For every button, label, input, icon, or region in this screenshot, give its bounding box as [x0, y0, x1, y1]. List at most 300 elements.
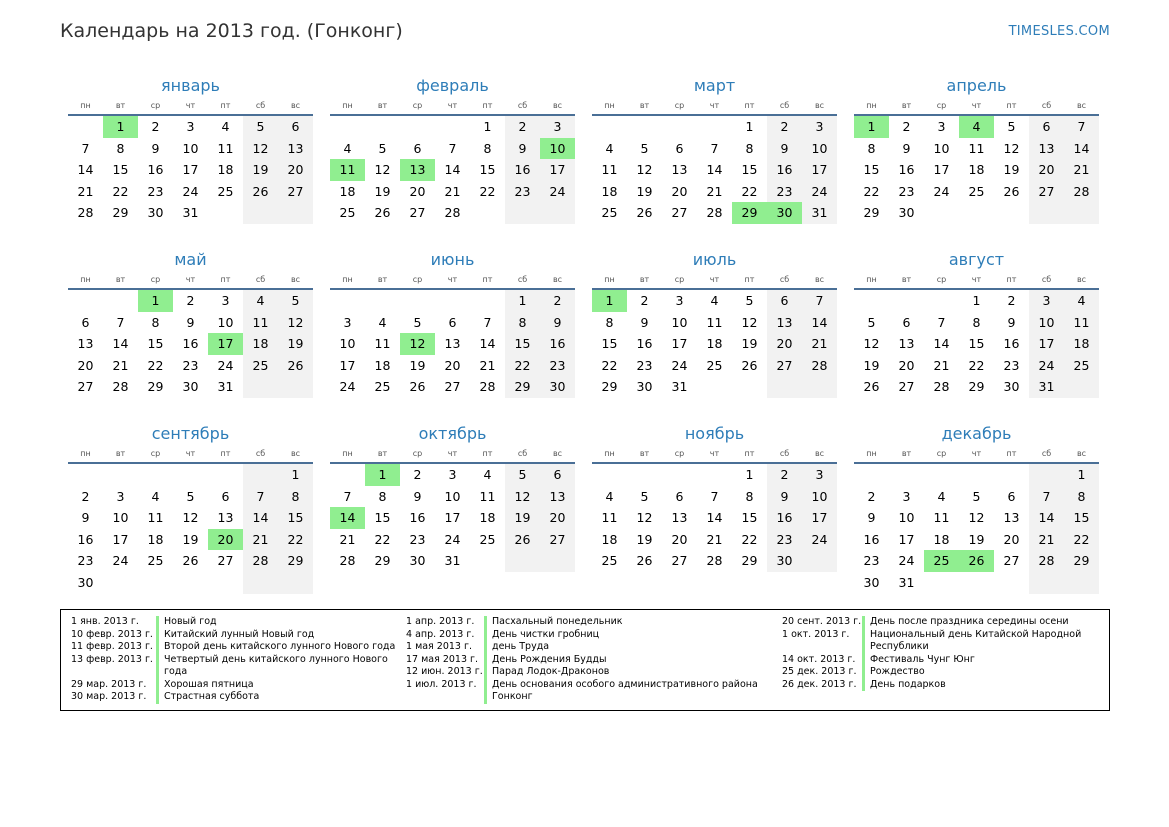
day-cell: 5 [413, 314, 422, 330]
day-cell: 4 [151, 488, 160, 504]
day-cell: 28 [112, 379, 129, 395]
day-cell: 26 [182, 553, 199, 569]
weekday-label: вт [639, 449, 650, 458]
day-cell: 13 [898, 336, 915, 352]
day-cell: 7 [448, 140, 457, 156]
day-cell: 16 [147, 162, 164, 178]
empty-cell [540, 202, 575, 224]
weekday-label: вс [290, 101, 301, 110]
month-7 [592, 250, 837, 398]
day-cell: 17 [1029, 333, 1064, 355]
weekday-label: чт [971, 449, 982, 458]
day-cell: 12 [182, 510, 199, 526]
holiday-date: 14 окт. 2013 г. [782, 653, 856, 665]
day-cell: 30 [636, 379, 653, 395]
weekday-label: сб [779, 449, 790, 458]
day-cell: 30 [898, 205, 915, 221]
day-cell: 16 [540, 333, 575, 355]
weekday-label: пт [1006, 101, 1017, 110]
empty-cell [330, 116, 365, 138]
day-cell: 14 [706, 510, 723, 526]
day-cell: 21 [339, 531, 356, 547]
day-cell: 21 [802, 333, 837, 355]
day-cell: 28 [802, 355, 837, 377]
day-cell: 4 [483, 467, 492, 482]
day-cell: 18 [243, 333, 278, 355]
day-cell: 6 [902, 314, 911, 330]
day-cell: 2 [505, 116, 540, 138]
empty-cell [767, 376, 802, 398]
day-cell: 21 [933, 357, 950, 373]
day-cell: 25 [479, 531, 496, 547]
day-cell: 12 [636, 162, 653, 178]
weekday-header [330, 100, 575, 116]
day-cell: 17 [112, 531, 129, 547]
empty-cell [994, 572, 1029, 594]
holiday-date: 1 окт. 2013 г. [782, 628, 850, 640]
holiday-name: Рождество [862, 666, 1090, 679]
day-cell: 25 [243, 355, 278, 377]
weekday-label: вс [552, 449, 563, 458]
day-cell: 10 [898, 510, 915, 526]
holiday-row [782, 666, 1090, 679]
day-cell: 31 [1029, 376, 1064, 398]
weekday-label: пн [80, 101, 91, 110]
day-cell: 31 [217, 379, 234, 395]
day-cell: 28 [243, 550, 278, 572]
day-cell: 8 [378, 488, 387, 504]
weekday-label: пн [866, 275, 877, 284]
day-cell: 21 [243, 529, 278, 551]
day-cell: 7 [937, 314, 946, 330]
weekday-label: вт [639, 275, 650, 284]
empty-cell [924, 572, 959, 594]
month-name: сентябрь [151, 424, 230, 443]
day-cell: 25 [601, 553, 618, 569]
day-cell: 4 [710, 293, 719, 308]
empty-cell [470, 290, 505, 312]
day-cell: 1 [1064, 464, 1099, 486]
day-cell: 26 [505, 529, 540, 551]
month-name: июль [692, 250, 737, 269]
day-cell: 8 [867, 140, 876, 156]
holiday-row [71, 641, 404, 654]
weekday-label: пт [220, 449, 231, 458]
day-cell: 13 [217, 510, 234, 526]
day-cell: 10 [217, 314, 234, 330]
weekday-label: вс [290, 449, 301, 458]
day-cell: 12 [1003, 140, 1020, 156]
holiday-day-cell: 11 [330, 159, 365, 181]
day-cell: 2 [867, 488, 876, 504]
day-cell: 31 [898, 574, 915, 590]
day-cell: 23 [898, 183, 915, 199]
day-cell: 6 [1007, 488, 1016, 504]
day-cell: 19 [374, 183, 391, 199]
month-8 [854, 250, 1099, 398]
holiday-row [71, 679, 404, 692]
weekday-label: вт [377, 449, 388, 458]
day-cell: 14 [112, 336, 129, 352]
day-cell: 20 [409, 183, 426, 199]
day-cell: 6 [540, 464, 575, 486]
empty-cell [103, 464, 138, 486]
day-cell: 24 [898, 553, 915, 569]
empty-cell [994, 464, 1029, 486]
day-cell: 22 [1064, 529, 1099, 551]
weekday-label: чт [971, 101, 982, 110]
day-cell: 16 [409, 510, 426, 526]
empty-cell [208, 464, 243, 486]
day-cell: 14 [479, 336, 496, 352]
empty-cell [924, 290, 959, 312]
day-cell: 2 [902, 119, 911, 134]
holiday-date: 30 мар. 2013 г. [71, 691, 147, 702]
holiday-row [406, 679, 772, 704]
day-cell: 5 [505, 464, 540, 486]
weekday-label: ср [412, 449, 423, 458]
day-cell: 23 [77, 553, 94, 569]
holiday-row [782, 616, 1090, 629]
day-cell: 16 [898, 162, 915, 178]
weekday-header [592, 448, 837, 464]
day-cell: 20 [540, 507, 575, 529]
weekday-label: чт [709, 449, 720, 458]
day-cell: 10 [1029, 312, 1064, 334]
day-cell: 6 [675, 488, 684, 504]
day-cell: 29 [863, 205, 880, 221]
weekday-label: ср [674, 275, 685, 284]
day-cell: 1 [745, 119, 754, 134]
day-cell: 13 [1029, 138, 1064, 160]
empty-cell [400, 290, 435, 312]
day-cell: 4 [937, 488, 946, 504]
holiday-legend [60, 609, 1110, 711]
holiday-row [406, 641, 772, 654]
day-cell: 3 [221, 293, 230, 308]
month-3 [592, 76, 837, 224]
day-cell: 7 [343, 488, 352, 504]
empty-cell [68, 290, 103, 312]
day-cell: 16 [182, 336, 199, 352]
day-cell: 11 [706, 314, 723, 330]
day-cell: 22 [741, 531, 758, 547]
day-cell: 3 [116, 488, 125, 504]
day-cell: 17 [802, 507, 837, 529]
empty-cell [959, 572, 994, 594]
day-cell: 26 [741, 357, 758, 373]
weekday-label: чт [185, 449, 196, 458]
weekday-header [68, 448, 313, 464]
day-cell: 2 [1007, 293, 1016, 308]
day-grid [854, 116, 1099, 224]
day-cell: 12 [243, 138, 278, 160]
day-cell: 27 [1029, 181, 1064, 203]
day-cell: 18 [968, 162, 985, 178]
empty-cell [435, 116, 470, 138]
day-cell: 3 [802, 464, 837, 486]
holiday-row [406, 629, 772, 642]
day-cell: 13 [671, 162, 688, 178]
day-cell: 12 [741, 314, 758, 330]
day-cell: 27 [278, 181, 313, 203]
holiday-day-cell: 13 [400, 159, 435, 181]
weekday-label: пт [482, 275, 493, 284]
holiday-row [406, 654, 772, 667]
holiday-date: 4 апр. 2013 г. [406, 628, 475, 640]
day-cell: 26 [636, 553, 653, 569]
day-cell: 26 [863, 379, 880, 395]
day-cell: 19 [863, 357, 880, 373]
day-cell: 7 [710, 488, 719, 504]
holiday-column [71, 616, 404, 704]
day-cell: 5 [278, 290, 313, 312]
day-cell: 14 [1064, 138, 1099, 160]
day-cell: 3 [186, 119, 195, 134]
empty-cell [330, 464, 365, 486]
holiday-day-cell: 20 [208, 529, 243, 551]
day-cell: 4 [605, 140, 614, 156]
day-cell: 20 [767, 333, 802, 355]
day-cell: 21 [479, 357, 496, 373]
holiday-name: День чистки гробниц [484, 629, 772, 642]
day-cell: 2 [413, 467, 422, 482]
day-cell: 24 [1029, 355, 1064, 377]
weekday-label: сб [517, 449, 528, 458]
day-cell: 2 [151, 119, 160, 134]
day-cell: 23 [863, 553, 880, 569]
empty-cell [138, 572, 173, 594]
weekday-label: вт [639, 101, 650, 110]
day-cell: 2 [186, 293, 195, 308]
day-cell: 24 [217, 357, 234, 373]
day-cell: 12 [278, 312, 313, 334]
day-cell: 10 [933, 140, 950, 156]
weekday-label: сб [517, 275, 528, 284]
empty-cell [1064, 202, 1099, 224]
day-cell: 11 [374, 336, 391, 352]
weekday-label: вт [901, 449, 912, 458]
day-cell: 8 [151, 314, 160, 330]
day-cell: 24 [112, 553, 129, 569]
day-cell: 6 [278, 116, 313, 138]
day-cell: 6 [767, 290, 802, 312]
day-cell: 28 [1029, 550, 1064, 572]
day-cell: 27 [671, 205, 688, 221]
day-cell: 8 [1064, 486, 1099, 508]
month-name: май [174, 250, 207, 269]
day-cell: 23 [767, 529, 802, 551]
holiday-row [71, 691, 404, 704]
empty-cell [208, 572, 243, 594]
day-cell: 30 [147, 205, 164, 221]
month-name: апрель [946, 76, 1007, 95]
day-cell: 24 [182, 183, 199, 199]
holiday-date: 1 июл. 2013 г. [406, 678, 477, 690]
day-cell: 27 [1003, 553, 1020, 569]
day-cell: 9 [186, 314, 195, 330]
day-cell: 5 [243, 116, 278, 138]
day-cell: 22 [741, 183, 758, 199]
weekday-label: пт [1006, 449, 1017, 458]
weekday-label: сб [1041, 449, 1052, 458]
day-cell: 21 [77, 183, 94, 199]
day-cell: 9 [1007, 314, 1016, 330]
day-cell: 26 [1003, 183, 1020, 199]
day-cell: 2 [767, 116, 802, 138]
empty-cell [662, 464, 697, 486]
empty-cell [732, 376, 767, 398]
holiday-day-cell: 17 [208, 333, 243, 355]
day-cell: 8 [605, 314, 614, 330]
day-cell: 17 [898, 531, 915, 547]
day-cell: 2 [767, 464, 802, 486]
day-cell: 16 [767, 507, 802, 529]
page-title: Календарь на 2013 год. (Гонконг) [60, 20, 403, 42]
day-cell: 12 [863, 336, 880, 352]
weekday-label: пн [80, 449, 91, 458]
empty-cell [994, 202, 1029, 224]
day-cell: 24 [671, 357, 688, 373]
day-cell: 20 [278, 159, 313, 181]
weekday-label: ср [150, 101, 161, 110]
holiday-date: 26 дек. 2013 г. [782, 678, 857, 690]
day-cell: 15 [278, 507, 313, 529]
month-name: июнь [430, 250, 475, 269]
empty-cell [505, 202, 540, 224]
day-cell: 25 [706, 357, 723, 373]
day-cell: 22 [374, 531, 391, 547]
day-cell: 3 [540, 116, 575, 138]
day-cell: 27 [77, 379, 94, 395]
day-cell: 24 [339, 379, 356, 395]
weekday-label: ср [412, 275, 423, 284]
weekday-header [330, 448, 575, 464]
day-cell: 1 [972, 293, 981, 308]
weekday-label: вт [377, 101, 388, 110]
day-cell: 28 [706, 205, 723, 221]
holiday-name: Национальный день Китайской Народной Республики [862, 629, 1090, 654]
empty-cell [854, 290, 889, 312]
holiday-date: 13 февр. 2013 г. [71, 653, 153, 665]
day-grid [854, 290, 1099, 398]
day-cell: 18 [601, 183, 618, 199]
holiday-date: 1 янв. 2013 г. [71, 616, 139, 627]
weekday-label: вс [1076, 101, 1087, 110]
day-cell: 24 [933, 183, 950, 199]
weekday-header [592, 274, 837, 290]
weekday-label: сб [255, 101, 266, 110]
day-cell: 20 [671, 531, 688, 547]
day-cell: 19 [1003, 162, 1020, 178]
day-cell: 19 [505, 507, 540, 529]
day-cell: 29 [112, 205, 129, 221]
month-name: август [948, 250, 1005, 269]
holiday-day-cell: 10 [540, 138, 575, 160]
day-cell: 27 [217, 553, 234, 569]
holiday-day-cell: 29 [732, 202, 767, 224]
holiday-name: Китайский лунный Новый год [156, 629, 404, 642]
day-cell: 5 [972, 488, 981, 504]
day-cell: 25 [968, 183, 985, 199]
empty-cell [1029, 464, 1064, 486]
holiday-date: 12 июн. 2013 г. [406, 666, 483, 677]
day-cell: 29 [374, 553, 391, 569]
day-cell: 5 [640, 140, 649, 156]
day-cell: 7 [710, 140, 719, 156]
day-cell: 11 [479, 488, 496, 504]
day-cell: 5 [186, 488, 195, 504]
brand-link[interactable]: TIMESLES.COM [1008, 24, 1110, 39]
day-cell: 15 [505, 333, 540, 355]
day-cell: 6 [1029, 116, 1064, 138]
day-cell: 3 [343, 314, 352, 330]
weekday-label: чт [185, 275, 196, 284]
weekday-header [68, 274, 313, 290]
day-cell: 17 [540, 159, 575, 181]
weekday-label: вс [290, 275, 301, 284]
weekday-label: вс [1076, 449, 1087, 458]
month-12 [854, 424, 1099, 594]
day-cell: 6 [81, 314, 90, 330]
empty-cell [470, 202, 505, 224]
day-cell: 27 [540, 529, 575, 551]
day-cell: 5 [640, 488, 649, 504]
empty-cell [138, 464, 173, 486]
holiday-day-cell: 30 [767, 202, 802, 224]
empty-cell [173, 464, 208, 486]
holiday-row [71, 629, 404, 642]
day-cell: 7 [243, 486, 278, 508]
holiday-name: День после праздника середины осени [862, 616, 1090, 629]
day-cell: 2 [540, 290, 575, 312]
weekday-label: чт [447, 101, 458, 110]
month-name: октябрь [418, 424, 487, 443]
day-cell: 23 [505, 181, 540, 203]
day-cell: 24 [444, 531, 461, 547]
weekday-label: вс [1076, 275, 1087, 284]
weekday-label: пт [220, 275, 231, 284]
empty-cell [697, 116, 732, 138]
holiday-date: 1 апр. 2013 г. [406, 616, 475, 627]
day-cell: 29 [601, 379, 618, 395]
weekday-label: чт [447, 275, 458, 284]
weekday-header [854, 100, 1099, 116]
empty-cell [924, 202, 959, 224]
empty-cell [889, 464, 924, 486]
weekday-label: сб [1041, 101, 1052, 110]
day-cell: 29 [741, 553, 758, 569]
empty-cell [540, 550, 575, 572]
weekday-label: вс [814, 449, 825, 458]
empty-cell [505, 550, 540, 572]
empty-cell [173, 572, 208, 594]
empty-cell [330, 290, 365, 312]
holiday-name: Новый год [156, 616, 404, 629]
weekday-label: ср [150, 275, 161, 284]
day-cell: 8 [116, 140, 125, 156]
weekday-label: сб [255, 275, 266, 284]
holiday-day-cell: 1 [103, 116, 138, 138]
day-cell: 24 [540, 181, 575, 203]
day-cell: 19 [243, 159, 278, 181]
day-cell: 10 [802, 486, 837, 508]
day-cell: 8 [278, 486, 313, 508]
month-6 [330, 250, 575, 398]
holiday-name: Хорошая пятница [156, 679, 404, 692]
holiday-day-cell: 1 [138, 290, 173, 312]
day-cell: 4 [343, 140, 352, 156]
